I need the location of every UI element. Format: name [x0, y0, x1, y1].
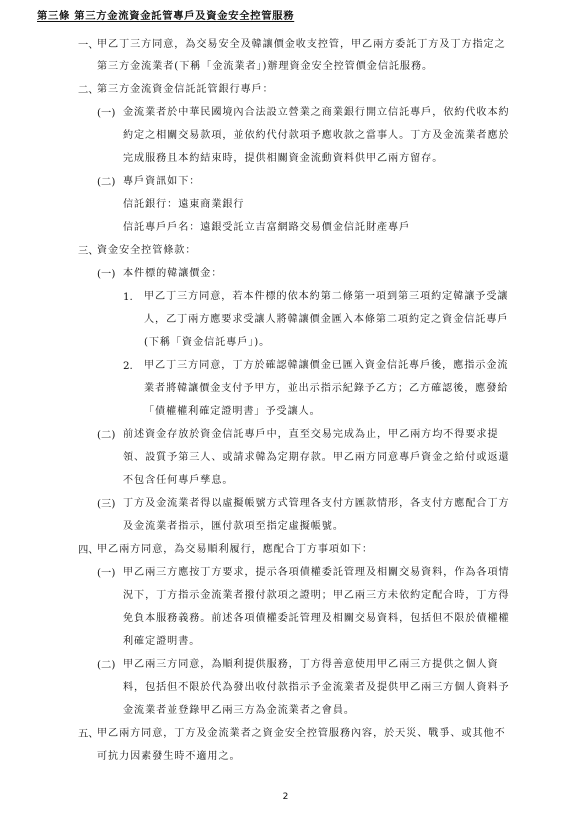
sub-item-text-line: 約定之相關交易款項，並依約代付款項予應收款之當事人。丁方及金流業者應於 — [123, 130, 510, 141]
sub-item-number: (二) — [97, 429, 116, 441]
item-text-line: 第三方金流資金信託託管銀行專戶： — [97, 84, 274, 95]
item-number: 五、 — [78, 728, 99, 740]
article-title: 第三條 第三方金流資金託管專戶及資金安全控管服務 — [37, 10, 295, 22]
sub-item-text-line: 領、設質予第三人、或請求韓為定期存款。甲乙兩方同意專戶資金之給付或返還 — [123, 452, 510, 463]
item-text-line: 甲乙丁三方同意，為交易安全及韓讓價金收支控管，甲乙兩方委託丁方及丁方指定之 — [97, 39, 506, 50]
sub-item-number: (二) — [97, 176, 116, 188]
point-text-line: 人，乙丁兩方應要求受讓人將韓讓價金匯入本條第二項約定之資金信託專戶 — [144, 314, 509, 325]
item-number: 二、 — [78, 84, 99, 96]
sub-item-number: (一) — [97, 268, 116, 280]
item-number: 四、 — [78, 544, 99, 556]
sub-item-text-line: 利確定證明書。 — [123, 636, 201, 647]
sub-item-text-line: 丁方及金流業者得以虛擬帳號方式管理各支付方匯款情形，各支付方應配合丁方 — [123, 498, 510, 509]
sub-item-text-line: 不包含任何專戶孳息。 — [123, 475, 234, 486]
item-text-line: 第三方金流業者(下稱「金流業者」)辦理資金安全控管價金信託服務。 — [97, 61, 434, 72]
item-text-line: 可抗力因素發生時不適用之。 — [97, 751, 241, 762]
item-text-line: 資金安全控管條款： — [97, 245, 197, 256]
sub-item-number: (一) — [97, 567, 116, 579]
sub-item-number: (三) — [97, 498, 116, 510]
point-number: 2. — [123, 360, 133, 372]
sub-item-text-line: 本件標的韓讓價金： — [123, 268, 223, 279]
sub-item-text-line: 況下，丁方指示金流業者撥付款項之證明；甲乙兩三方未依約定配合時，丁方得 — [123, 590, 510, 601]
sub-item-text-line: 前述資金存放於資金信託專戶中，直至交易完成為止，甲乙兩方均不得要求提 — [123, 429, 499, 440]
sub-item-number: (一) — [97, 107, 116, 119]
item-text-line: 甲乙兩方同意，丁方及金流業者之資金安全控管服務內容，於天災、戰爭、或其他不 — [97, 728, 506, 739]
sub-item-text-line: 金流業者於中華民國境內合法設立營業之商業銀行開立信託專戶，依約代收本約 — [123, 107, 510, 118]
sub-item-text-line: 金流業者並登錄甲乙兩三方為金流業者之會員。 — [123, 705, 355, 716]
point-text-line: 業者將韓讓價金支付予甲方，並出示指示紀錄予乙方；乙方確認後，應發給 — [144, 383, 509, 394]
sub-item-text-line: 甲乙兩三方同意，為順利提供服務，丁方得善意使用甲乙兩三方提供之個人資 — [123, 659, 499, 670]
sub-item-text-line: 專戶資訊如下： — [123, 176, 201, 187]
item-text-line: 甲乙兩方同意，為交易順利履行，應配合丁方事項如下： — [97, 544, 374, 555]
sub-item-text-line: 料，包括但不限於代為發出收付款指示予金流業者及提供甲乙兩三方個人資料予 — [123, 682, 510, 693]
point-text-line: 「債權權利確定證明書」予受讓人。 — [144, 406, 321, 417]
sub-item-text-line: 及金流業者指示，匯付款項至指定虛擬帳號。 — [123, 521, 344, 532]
sub-item-text-line: 免負本服務義務。前述各項債權委託管理及相關交易資料，包括但不限於債權權 — [123, 613, 510, 624]
point-text-line: (下稱「資金信託專戶」)。 — [144, 337, 271, 348]
item-number: 三、 — [78, 245, 99, 257]
sub-item-text-line: 甲乙兩三方應按丁方要求，提示各項債權委託管理及相關交易資料，作為各項情 — [123, 567, 510, 578]
point-number: 1. — [123, 291, 133, 303]
trust-bank-line: 信託銀行：遠東商業銀行 — [123, 199, 245, 210]
sub-item-text-line: 完成服務且本約結束時，提供相關資金流動資料供甲乙兩方留存。 — [123, 153, 444, 164]
point-text-line: 甲乙丁三方同意，若本件標的依本約第二條第一項到第三項約定韓讓予受讓 — [144, 291, 509, 302]
page-number: 2 — [282, 792, 289, 802]
point-text-line: 甲乙丁三方同意，丁方於確認韓讓價金已匯入資金信託專戶後，應指示金流 — [144, 360, 509, 371]
sub-item-number: (二) — [97, 659, 116, 671]
trust-account-name-line: 信託專戶戶名：遠銀受託立吉富網路交易價金信託財產專戶 — [123, 222, 411, 233]
item-number: 一、 — [78, 39, 99, 51]
